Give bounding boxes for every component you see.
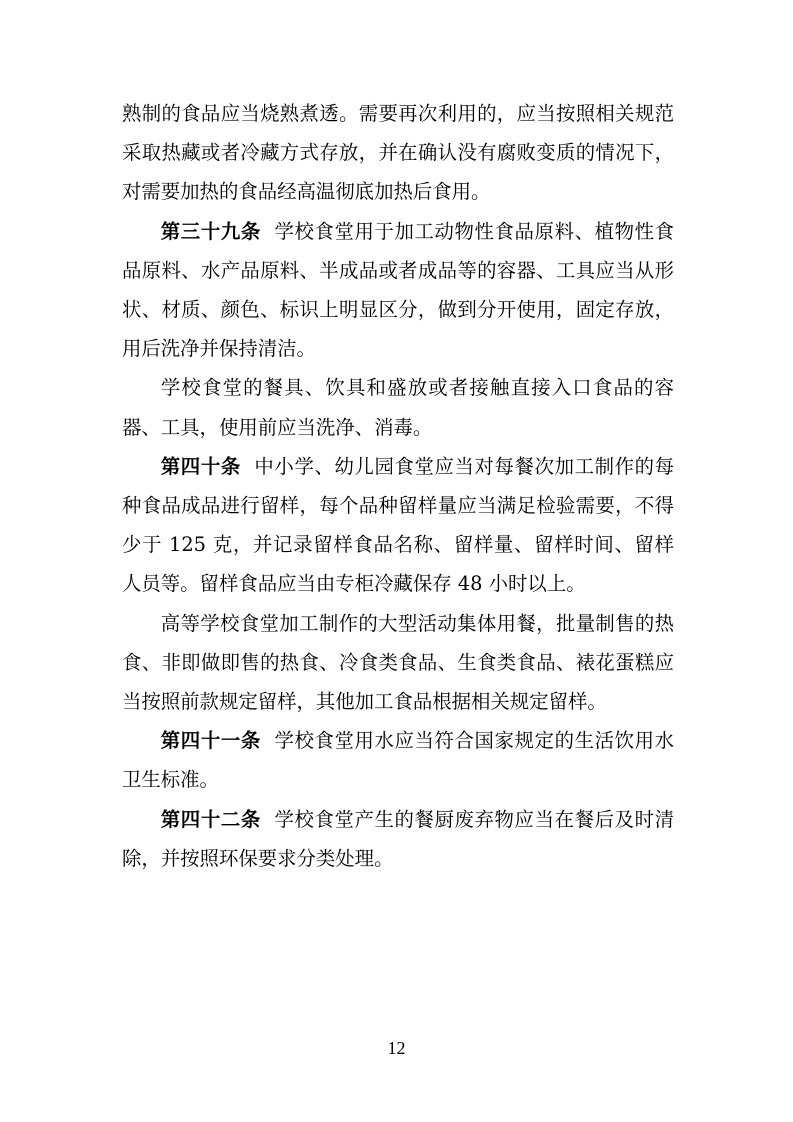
paragraph-text: 高等学校食堂加工制作的大型活动集体用餐，批量制售的热食、非即做即售的热食、冷食类食品、生食类食品、裱花蛋糕应当按照前款规定留样，其他加工食品根据相关规定留样。 — [122, 611, 674, 714]
article-39 — [122, 212, 674, 369]
paragraph-text-block — [122, 368, 674, 446]
article-number: 第三十九条 — [160, 219, 261, 243]
paragraph-text: 熟制的食品应当烧熟煮透。需要再次利用的，应当按照相关规范采取热藏或者冷藏方式存放，并在确认没有腐败变质的情况下，对需要加热的食品经高温彻底加热后食用。 — [122, 102, 674, 204]
article-number: 第四十二条 — [160, 807, 261, 831]
article-42 — [122, 800, 674, 878]
paragraph-text-block — [122, 604, 674, 722]
page-number: 12 — [387, 1038, 406, 1058]
article-40 — [122, 447, 674, 604]
paragraph-text: 学校食堂的餐具、饮具和盛放或者接触直接入口食品的容器、工具，使用前应当洗净、消毒。 — [122, 376, 674, 439]
article-text: 学校食堂用水应当符合国家规定的生活饮用水卫生标准。 — [122, 729, 675, 792]
paragraph-continuation — [122, 94, 674, 212]
article-number: 第四十条 — [160, 454, 241, 478]
article-number: 第四十一条 — [160, 729, 261, 753]
article-41 — [122, 721, 674, 799]
article-text: 学校食堂产生的餐厨废弃物应当在餐后及时清除，并按照环保要求分类处理。 — [122, 807, 675, 870]
article-text: 中小学、幼儿园食堂应当对每餐次加工制作的每种食品成品进行留样，每个品种留样量应当满足检验需要，不得少于 125 克，并记录留样食品名称、留样量、留样时间、留样人员等。留样食品应当由专柜冷藏保存 48 小时以上。 — [122, 454, 675, 596]
article-text: 学校食堂用于加工动物性食品原料、植物性食品原料、水产品原料、半成品或者成品等的容器、工具应当从形状、材质、颜色、标识上明显区分，做到分开使用，固定存放，用后洗净并保持清洁。 — [122, 219, 675, 361]
body-text — [122, 94, 674, 878]
